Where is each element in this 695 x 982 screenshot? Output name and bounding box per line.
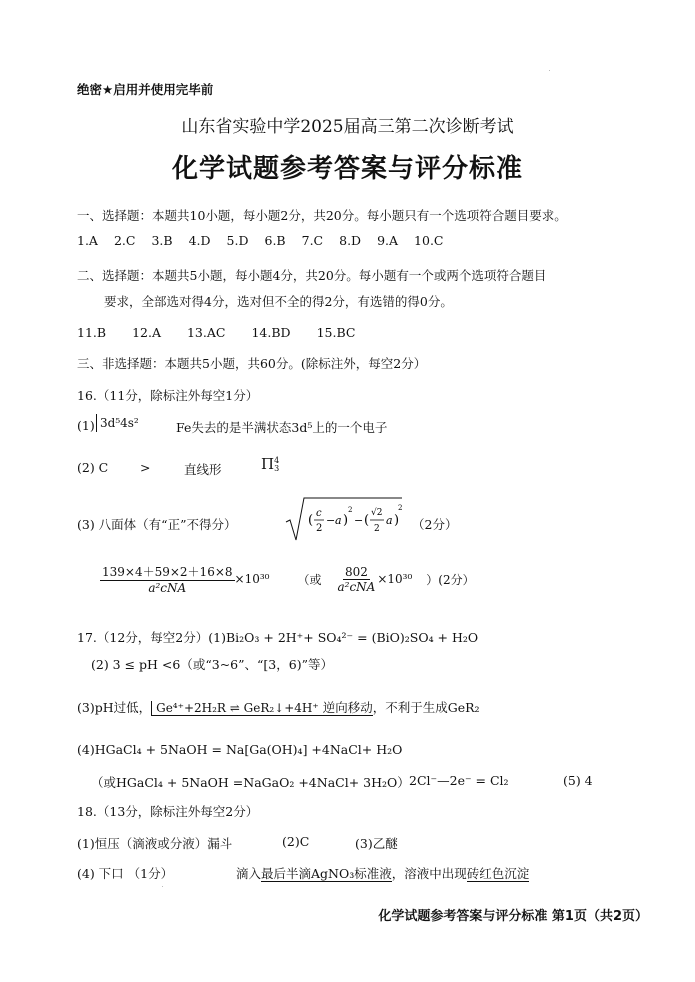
answer-item: 5.D xyxy=(226,233,249,248)
q16-part2-label: (2) C xyxy=(77,460,109,475)
pi-symbol: Π xyxy=(261,455,275,473)
q18-part4-label: (4) 下口 （1分） xyxy=(77,866,174,881)
q17-line1: 17.（12分，每空2分）(1)Bi₂O₃ + 2H⁺+ SO₄²⁻ = (BiO)₂SO₄ + H₂O xyxy=(77,630,479,645)
scan-speck xyxy=(549,70,550,71)
q16-part1-explanation: Fe失去的是半满状态3d⁵上的一个电子 xyxy=(176,420,388,435)
svg-text:): ) xyxy=(394,513,400,528)
q16-part3-score: （2分） xyxy=(412,517,458,532)
answer-item: 2.C xyxy=(113,233,136,248)
svg-text:a: a xyxy=(335,514,342,527)
section3-heading: 三、非选择题：本题共5小题，共60分。(除标注外，每空2分） xyxy=(77,356,427,371)
q18-part4-titrant: 最后半滴AgNO₃标准液 xyxy=(261,866,392,881)
q18-part4-c: ，溶液中出现 xyxy=(391,866,467,881)
svg-text:2: 2 xyxy=(348,506,353,514)
q17-line3-suffix: ，不利于生成GeR₂ xyxy=(372,700,480,715)
answer-item: 6.B xyxy=(264,233,286,248)
answer-item: 14.BD xyxy=(251,325,291,340)
answer-item: 7.C xyxy=(301,233,324,248)
answer-item: 12.A xyxy=(132,325,161,340)
section2-answers xyxy=(77,325,355,340)
alt-density-denominator: a²cNA xyxy=(337,579,376,594)
q16-alt-score: ）(2分） xyxy=(426,572,475,587)
q16-part3-label: (3) 八面体（有“正”不得分） xyxy=(77,517,237,532)
q17-equilibrium-equation: Ge⁴⁺+2H₂R ⇌ GeR₂↓+4H⁺ xyxy=(151,701,323,716)
q18-part4-a: 滴入 xyxy=(236,866,262,881)
q17-reverse-shift: 逆向移动 xyxy=(322,700,373,715)
answer-item: 3.B xyxy=(151,233,173,248)
section1-answers xyxy=(77,233,444,248)
q17-line3 xyxy=(77,698,480,716)
q17-electrode-equation: 2Cl⁻—2e⁻ = Cl₂ xyxy=(409,773,509,788)
q17-part5: (5) 4 xyxy=(563,773,593,788)
section1-heading: 一、选择题：本题共10小题，每小题2分，共20分。每小题只有一个选项符合题目要求。 xyxy=(77,208,567,223)
svg-text:2: 2 xyxy=(398,504,403,512)
q17-line4: (4)HGaCl₄ + 5NaOH = Na[Ga(OH)₄] +4NaCl+ H₂O xyxy=(77,742,403,757)
density-fraction xyxy=(100,563,235,595)
svg-text:a: a xyxy=(386,514,393,527)
q17-line2: (2) 3 ≤ pH <6（或“3~6”、“[3，6)”等） xyxy=(91,657,333,672)
exam-school-title: 山东省实验中学2025届高三第二次诊断考试 xyxy=(181,117,514,137)
q16-part2-compare: > xyxy=(140,460,151,475)
answer-item: 10.C xyxy=(414,233,444,248)
density-multiplier: ×10³⁰ xyxy=(234,572,270,586)
q16-density-formula xyxy=(100,563,475,595)
answer-item: 4.D xyxy=(188,233,211,248)
svg-text:2: 2 xyxy=(316,523,323,534)
density-numerator: 139×4＋59×2＋16×8 xyxy=(102,565,233,579)
answer-item: 8.D xyxy=(339,233,362,248)
svg-text:(: ( xyxy=(364,513,370,528)
q18-part2: (2)C xyxy=(282,834,310,849)
q17-alt-equation: （或HGaCl₄ + 5NaOH =NaGaO₂ +4NaCl+ 3H₂O） xyxy=(91,775,410,790)
q16-or: （或 xyxy=(297,572,322,587)
scan-speck xyxy=(162,886,163,887)
page-footer: 化学试题参考答案与评分标准 第1页（共2页） xyxy=(378,909,648,924)
q16-header: 16.（11分，除标注外每空1分） xyxy=(77,388,259,403)
q16-formula-sqrt xyxy=(284,496,404,542)
q18-part1: (1)恒压（滴液或分液）漏斗 xyxy=(77,836,233,851)
q16-part1-label: (1) xyxy=(77,418,95,433)
q18-part3: (3)乙醚 xyxy=(355,836,398,851)
q16-pi-bond: Π 4 3 xyxy=(261,455,280,473)
alt-density-multiplier: ×10³⁰ xyxy=(377,572,413,586)
section2-heading-line2: 要求，全部选对得4分，选对但不全的得2分，有选错的得0分。 xyxy=(104,294,453,309)
svg-text:2: 2 xyxy=(374,524,380,534)
answer-item: 13.AC xyxy=(186,325,226,340)
answer-item: 9.A xyxy=(377,233,399,248)
svg-text:√2: √2 xyxy=(371,508,383,518)
alt-density-fraction xyxy=(335,565,377,594)
page-title: 化学试题参考答案与评分标准 xyxy=(171,154,523,184)
svg-text:−: − xyxy=(326,514,336,527)
q16-part2-shape: 直线形 xyxy=(184,462,222,477)
answer-item: 1.A xyxy=(77,233,98,248)
q18-header: 18.（13分，除标注外每空2分） xyxy=(77,804,259,819)
q16-electron-config: 3d⁵4s² xyxy=(96,414,142,432)
q18-part4-text xyxy=(236,864,529,882)
section2-heading-line1: 二、选择题：本题共5小题，每小题4分，共20分。每小题有一个或两个选项符合题目 xyxy=(77,268,547,283)
svg-text:c: c xyxy=(316,508,322,519)
q17-line3-prefix: (3)pH过低， xyxy=(77,700,152,715)
svg-text:): ) xyxy=(343,513,349,528)
svg-text:(: ( xyxy=(308,513,314,528)
answer-item: 15.BC xyxy=(316,325,356,340)
alt-density-numerator: 802 xyxy=(344,564,368,579)
confidential-notice: 绝密★启用并使用完毕前 xyxy=(77,82,214,97)
answer-item: 11.B xyxy=(77,325,107,340)
density-denominator: a²cNA xyxy=(148,581,187,595)
q18-part4-precipitate: 砖红色沉淀 xyxy=(466,866,530,881)
svg-text:−: − xyxy=(354,514,364,527)
